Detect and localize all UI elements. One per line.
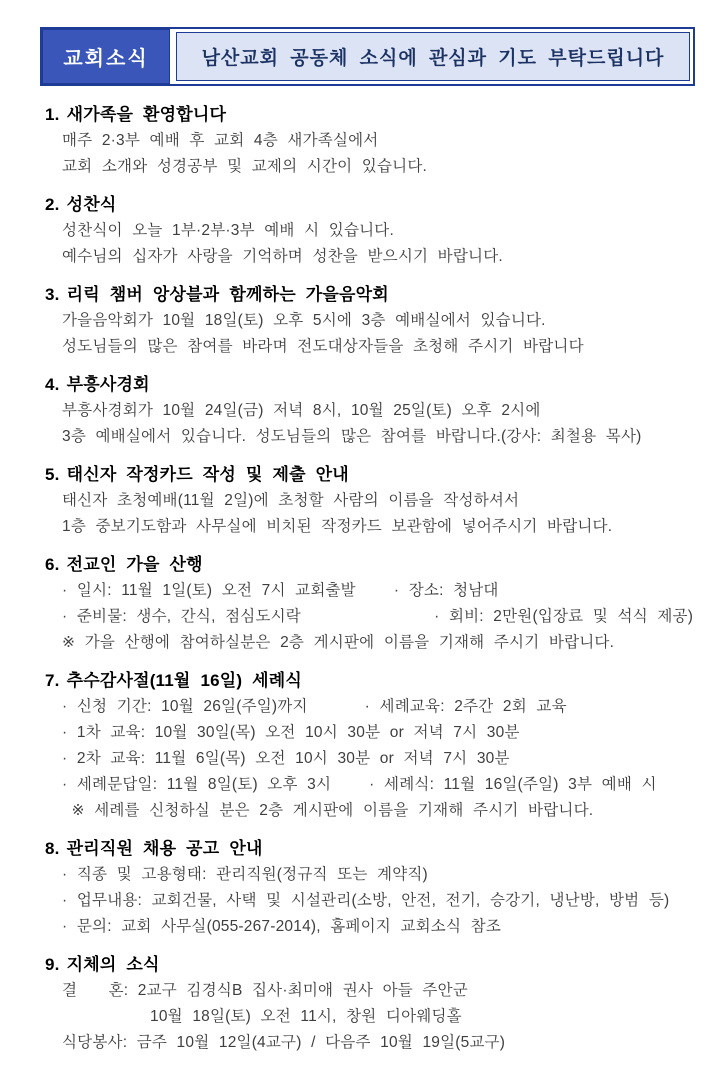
notice-header — [40, 27, 695, 86]
notice-badge: 교회소식 — [42, 29, 170, 84]
section-line: 10월 18일(토) 오전 11시, 창원 디아웨딩홀 — [62, 1008, 462, 1025]
section-title: 지체의 소식 — [66, 955, 160, 974]
section-line: · 업무내용: 교회건물, 사택 및 시설관리(소방, 안전, 전기, 승강기, 냉난방, 방범 등) — [62, 892, 670, 909]
section-title: 전교인 가을 산행 — [66, 555, 203, 574]
notice-title: 남산교회 공동체 소식에 관심과 기도 부탁드립니다 — [176, 32, 690, 81]
section-job-posting — [40, 836, 697, 940]
section-number: 3. — [45, 285, 60, 304]
section-line: · 1차 교육: 10월 30일(목) 오전 10시 30분 or 저녁 7시 30분 — [62, 724, 520, 741]
section-heading — [40, 192, 697, 218]
section-title: 부흥사경회 — [66, 375, 150, 394]
section-number: 4. — [45, 375, 60, 394]
section-baptism — [40, 668, 697, 824]
section-line: · 2차 교육: 11월 6일(목) 오전 10시 30분 or 저녁 7시 30분 — [62, 750, 510, 767]
section-line: 3층 예배실에서 있습니다. 성도님들의 많은 참여를 바랍니다.(강사: 최철용 목사) — [62, 428, 642, 445]
section-number: 8. — [45, 839, 60, 858]
section-title: 추수감사절(11월 16일) 세례식 — [66, 671, 303, 690]
section-line: · 준비물: 생수, 간식, 점심도시락 · 회비: 2만원(입장료 및 석식 제공) — [62, 608, 694, 625]
section-line: 부흥사경회가 10월 24일(금) 저녁 8시, 10월 25일(토) 오후 2시에 — [62, 402, 541, 419]
section-line: 태신자 초청예배(11월 2일)에 초청할 사람의 이름을 작성하셔서 — [62, 492, 520, 509]
section-line: 성도님들의 많은 참여를 바라며 전도대상자들을 초청해 주시기 바랍니다 — [62, 338, 584, 355]
section-welcome-new-family — [40, 102, 697, 180]
section-heading — [40, 668, 697, 694]
section-heading — [40, 372, 697, 398]
section-line: · 일시: 11월 1일(토) 오전 7시 교회출발 · 장소: 청남대 — [62, 582, 499, 599]
section-line: 가을음악회가 10월 18일(토) 오후 5시에 3층 예배실에서 있습니다. — [62, 312, 546, 329]
section-line: · 문의: 교회 사무실(055-267-2014), 홈페이지 교회소식 참조 — [62, 918, 502, 935]
section-communion — [40, 192, 697, 270]
section-number: 1. — [45, 105, 60, 124]
section-title: 리릭 챔버 앙상블과 함께하는 가을음악회 — [66, 285, 389, 304]
section-heading — [40, 282, 697, 308]
section-number: 2. — [45, 195, 60, 214]
section-line: 매주 2·3부 예배 후 교회 4층 새가족실에서 — [62, 132, 379, 149]
section-line: · 신청 기간: 10월 26일(주일)까지 · 세례교육: 2주간 2회 교육 — [62, 698, 567, 715]
section-revival-meeting — [40, 372, 697, 450]
section-heading — [40, 462, 697, 488]
section-fall-concert — [40, 282, 697, 360]
section-line: · 직종 및 고용형태: 관리직원(정규직 또는 계약직) — [62, 866, 428, 883]
section-member-news — [40, 952, 697, 1056]
section-line: ※ 가을 산행에 참여하실분은 2층 게시판에 이름을 기재해 주시기 바랍니다. — [62, 634, 615, 651]
section-heading — [40, 952, 697, 978]
section-title: 태신자 작정카드 작성 및 제출 안내 — [66, 465, 349, 484]
sections-list — [40, 102, 697, 1056]
section-heading — [40, 552, 697, 578]
section-line: 성찬식이 오늘 1부·2부·3부 예배 시 있습니다. — [62, 222, 394, 239]
section-title: 새가족을 환영합니다 — [66, 105, 227, 124]
section-number: 7. — [45, 671, 60, 690]
section-line: 1층 중보기도함과 사무실에 비치된 작정카드 보관함에 넣어주시기 바랍니다. — [62, 518, 613, 535]
section-line: 결 혼: 2교구 김경식B 집사·최미애 권사 아들 주안군 — [62, 982, 468, 999]
section-heading — [40, 102, 697, 128]
section-line: 예수님의 십자가 사랑을 기억하며 성찬을 받으시기 바랍니다. — [62, 248, 503, 265]
section-line: 식당봉사: 금주 10월 12일(4교구) / 다음주 10월 19일(5교구) — [62, 1034, 506, 1051]
section-line: · 세례문답일: 11월 8일(토) 오후 3시 · 세례식: 11월 16일(주일) 3부 예배 시 — [62, 776, 657, 793]
section-title: 관리직원 채용 공고 안내 — [66, 839, 263, 858]
section-number: 5. — [45, 465, 60, 484]
section-commitment-card — [40, 462, 697, 540]
section-number: 9. — [45, 955, 60, 974]
section-title: 성찬식 — [66, 195, 117, 214]
section-number: 6. — [45, 555, 60, 574]
section-heading — [40, 836, 697, 862]
section-fall-hike — [40, 552, 697, 656]
section-line: 교회 소개와 성경공부 및 교제의 시간이 있습니다. — [62, 158, 428, 175]
section-line: ※ 세례를 신청하실 분은 2층 게시판에 이름을 기재해 주시기 바랍니다. — [62, 802, 594, 819]
